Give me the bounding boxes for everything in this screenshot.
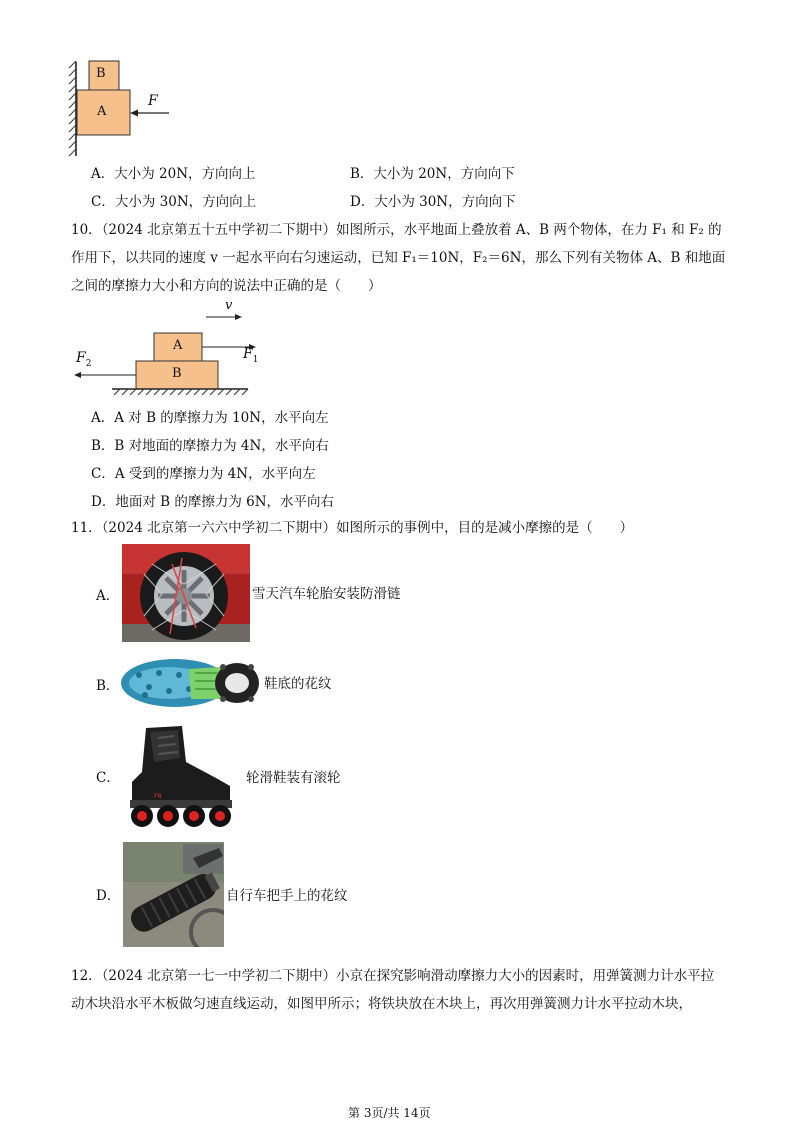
q11-option-c-label[interactable]: C． (96, 770, 120, 786)
block-a-label: A (97, 104, 107, 119)
option-text: 大小为 30N，方向向下 (374, 194, 516, 210)
q10-stem-line2: 作用下，以共同的速度 v 一起水平向右匀速运动，已知 F₁＝10N，F₂＝6N，那么下列有关物体 A、B 和地面 (71, 250, 726, 266)
question-text: 小京在探究影响滑动摩擦力大小的因素时，用弹簧测力计水平拉 (336, 968, 715, 984)
question-source: （2024 北京第一七一中学初二下期中） (101, 968, 337, 984)
q11-stem (71, 518, 633, 538)
f2-label (76, 350, 91, 369)
option-label: A． (91, 410, 115, 426)
q10-option-b[interactable] (91, 436, 329, 456)
question-number: 11． (71, 520, 102, 536)
q9-option-a[interactable] (91, 164, 256, 184)
option-label: C． (91, 466, 115, 482)
option-label: B． (350, 166, 374, 182)
f1-label (243, 346, 258, 365)
question-text: 如图所示，水平地面上叠放着 A、B 两个物体，在力 F₁ 和 F₂ 的 (336, 222, 722, 238)
svg-text:FR: FR (154, 793, 162, 800)
force-label: F (148, 93, 158, 109)
q10-stem-line1 (71, 220, 722, 240)
option-label: C． (91, 194, 115, 210)
shoe-sole-photo (119, 655, 263, 711)
q9-figure (66, 58, 186, 158)
option-label: D． (350, 194, 375, 210)
option-label: B． (91, 438, 115, 454)
q11-option-a-text: 雪天汽车轮胎安装防滑链 (252, 586, 401, 602)
block-b-label: B (172, 366, 182, 381)
q9-option-b[interactable] (350, 164, 515, 184)
stacked-blocks-diagram (72, 298, 272, 398)
option-label: D． (91, 494, 116, 510)
f1-letter: F (243, 346, 253, 362)
option-text: A 受到的摩擦力为 4N，水平向左 (114, 466, 316, 482)
q11-option-b-text: 鞋底的花纹 (264, 676, 332, 692)
q9-option-d[interactable] (350, 192, 516, 212)
q11-option-d-label[interactable]: D． (96, 888, 121, 904)
q10-option-a[interactable] (91, 408, 329, 428)
q12-stem-line1 (71, 966, 714, 986)
velocity-label: v (225, 298, 233, 313)
q10-figure (72, 298, 272, 398)
inline-skate-photo (124, 722, 240, 830)
f1-subscript: 1 (252, 354, 259, 365)
question-source: （2024 北京第一六六中学初二下期中） (101, 520, 337, 536)
q11-option-b-label[interactable]: B． (96, 678, 120, 694)
question-number: 12． (71, 968, 102, 984)
question-source: （2024 北京第五十五中学初二下期中） (101, 222, 337, 238)
q10-option-c[interactable] (91, 464, 316, 484)
block-b-label: B (96, 66, 106, 81)
q12-stem-line2: 动木块沿水平木板做匀速直线运动，如图甲所示；将铁块放在木块上，再次用弹簧测力计水平拉动木块， (71, 996, 692, 1012)
question-number: 10． (71, 222, 102, 238)
q11-option-c-text: 轮滑鞋装有滚轮 (246, 770, 341, 786)
q11-option-d-text: 自行车把手上的花纹 (226, 888, 348, 904)
f2-subscript: 2 (85, 358, 92, 369)
option-text: 大小为 20N，方向向下 (373, 166, 515, 182)
option-label: A． (91, 166, 115, 182)
f2-letter: F (76, 350, 86, 366)
option-text: A 对 B 的摩擦力为 10N，水平向左 (114, 410, 329, 426)
q10-option-d[interactable] (91, 492, 334, 512)
q11-option-a-label[interactable]: A． (96, 588, 120, 604)
q9-option-c[interactable] (91, 192, 256, 212)
snow-chain-tire-photo (122, 544, 250, 642)
q10-stem-line3: 之间的摩擦力大小和方向的说法中正确的是（ ） (71, 278, 382, 294)
option-text: B 对地面的摩擦力为 4N，水平向右 (114, 438, 329, 454)
option-text: 大小为 20N，方向向上 (114, 166, 256, 182)
question-text: 如图所示的事例中，目的是减小摩擦的是（ ） (336, 520, 634, 536)
option-text: 大小为 30N，方向向上 (114, 194, 257, 210)
block-a-label: A (173, 338, 183, 353)
wall-block-diagram (66, 58, 186, 158)
option-text: 地面对 B 的摩擦力为 6N，水平向右 (115, 494, 335, 510)
bicycle-grip-photo (123, 842, 224, 947)
page-number: 第 3页/共 14页 (348, 1106, 431, 1120)
